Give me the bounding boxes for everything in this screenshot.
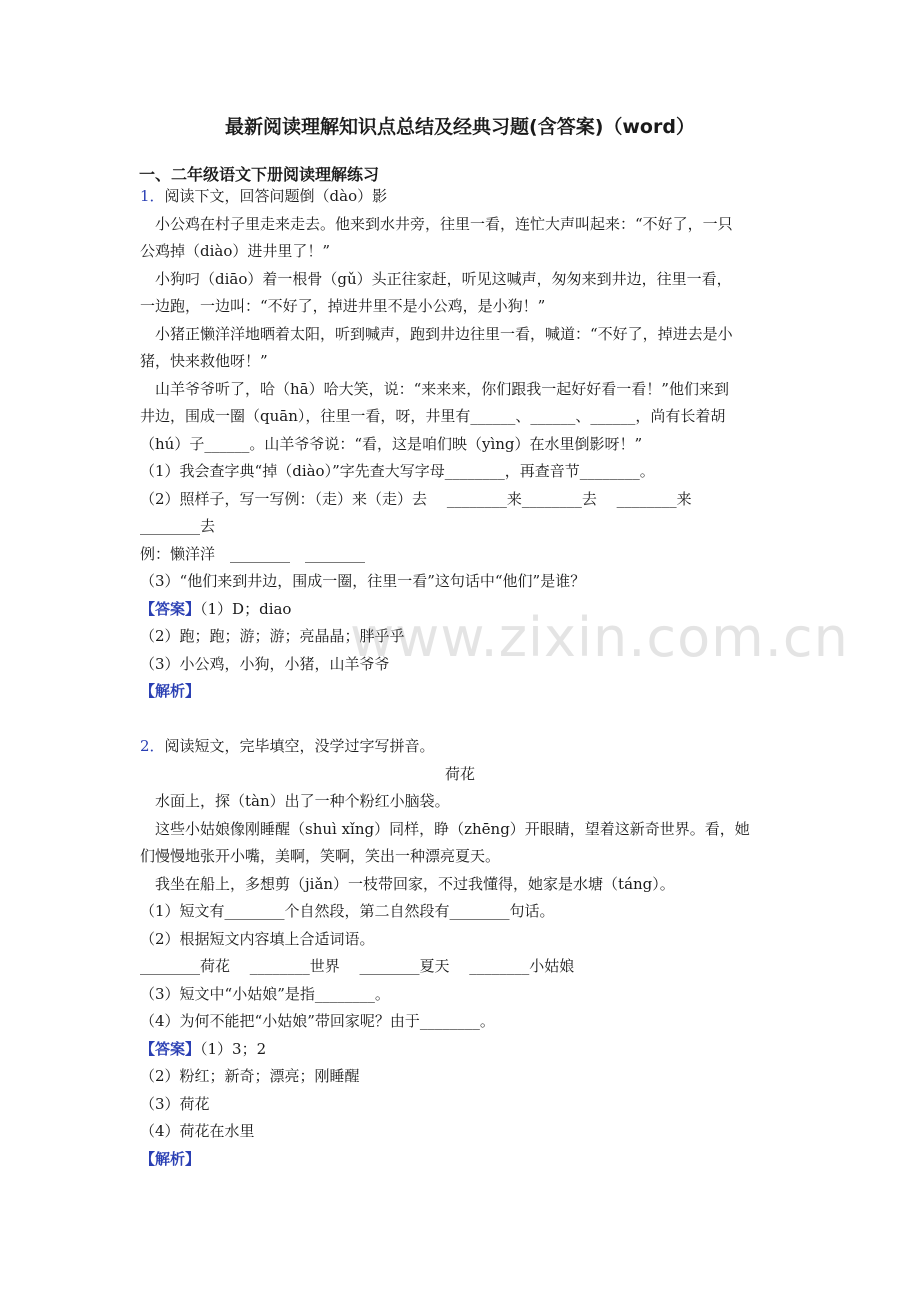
question-text: 阅读下文，回答问题倒（dào）影 xyxy=(164,187,388,205)
sub-question: ________去 xyxy=(140,517,216,535)
passage-line: 一边跑，一边叫：“不好了，掉进井里不是小公鸡，是小狗！” xyxy=(140,297,546,315)
passage-line: 这些小姑娘像刚睡醒（shuì xǐng）同样，睁（zhēng）开眼睛，望着这新奇世界。看，她 xyxy=(155,820,750,838)
passage-line: 猪，快来救他呀！” xyxy=(140,352,268,370)
passage-line: 水面上，探（tàn）出了一种个粉红小脑袋。 xyxy=(155,792,450,810)
question-2-prompt xyxy=(140,736,435,756)
section-heading: 一、二年级语文下册阅读理解练习 xyxy=(139,165,380,184)
question-number: 2． xyxy=(140,737,165,755)
analysis-tag xyxy=(140,1149,200,1169)
answer-line: （3）荷花 xyxy=(140,1095,210,1113)
watermark: www.zixin.com.cn xyxy=(350,606,849,669)
answer-line xyxy=(140,1039,266,1059)
passage-line: 小狗叼（diāo）着一根骨（gǔ）头正往家赶，听见这喊声，匆匆来到井边，往里一看， xyxy=(155,270,732,288)
analysis-tag xyxy=(140,681,200,701)
answer-tag: 【答案】 xyxy=(140,600,201,618)
passage-line: 们慢慢地张开小嘴，美啊，笑啊，笑出一种漂亮夏天。 xyxy=(140,847,501,865)
answer-line: （2）粉红；新奇；漂亮；刚睡醒 xyxy=(140,1067,360,1085)
passage-line: 公鸡掉（diào）进井里了！” xyxy=(140,242,331,260)
sub-question: （2）照样子，写一写例：（走）来（走）去 ________来________去 ________来 xyxy=(140,490,692,508)
answer-text: （1）3；2 xyxy=(200,1040,267,1058)
answer-line: （3）小公鸡，小狗，小猪，山羊爷爷 xyxy=(140,655,390,673)
passage-line: 我坐在船上，多想剪（jiǎn）一枝带回家，不过我懂得，她家是水塘（táng）。 xyxy=(155,875,675,893)
sub-question: ________荷花 ________世界 ________夏天 ________小姑娘 xyxy=(140,957,575,975)
analysis-label: 【解析】 xyxy=(140,1150,201,1168)
answer-line: （4）荷花在水里 xyxy=(140,1122,255,1140)
analysis-label: 【解析】 xyxy=(140,682,201,700)
passage-line: 小猪正懒洋洋地晒着太阳，听到喊声，跑到井边往里一看，喊道：“不好了，掉进去是小 xyxy=(155,325,733,343)
answer-line xyxy=(140,599,291,619)
passage-line: 小公鸡在村子里走来走去。他来到水井旁，往里一看，连忙大声叫起来：“不好了，一只 xyxy=(155,215,733,233)
answer-line: （2）跑；跑；游；游；亮晶晶；胖乎乎 xyxy=(140,627,405,645)
answer-text: （1）D；diao xyxy=(200,600,292,618)
passage-title: 荷花 xyxy=(444,765,475,783)
question-number: 1． xyxy=(140,187,165,205)
document-title: 最新阅读理解知识点总结及经典习题(含答案)（word） xyxy=(225,116,695,138)
question-1-prompt xyxy=(140,186,387,206)
sub-question: （1）短文有________个自然段，第二自然段有________句话。 xyxy=(140,902,555,920)
sub-question: （2）根据短文内容填上合适词语。 xyxy=(140,930,375,948)
sub-question: （1）我会查字典“掉（diào）”字先查大写字母________，再查音节________。 xyxy=(140,462,655,480)
sub-question: （3）短文中“小姑娘”是指________。 xyxy=(140,985,390,1003)
sub-question: 例：懒洋洋 ________ ________ xyxy=(140,545,366,563)
passage-line: 井边，围成一圈（quān），往里一看，呀，井里有______、______、______，尚有长着胡 xyxy=(140,407,726,425)
sub-question: （4）为何不能把“小姑娘”带回家呢？由于________。 xyxy=(140,1012,495,1030)
passage-line: （hú）子______。山羊爷爷说：“看，这是咱们映（yìng）在水里倒影呀！” xyxy=(140,435,643,453)
answer-tag: 【答案】 xyxy=(140,1040,201,1058)
question-text: 阅读短文，完毕填空，没学过字写拼音。 xyxy=(164,737,435,755)
sub-question: （3）“他们来到井边，围成一圈，往里一看”这句话中“他们”是谁？ xyxy=(140,572,586,590)
passage-line: 山羊爷爷听了，哈（hā）哈大笑，说：“来来来，你们跟我一起好好看一看！”他们来到 xyxy=(155,380,729,398)
